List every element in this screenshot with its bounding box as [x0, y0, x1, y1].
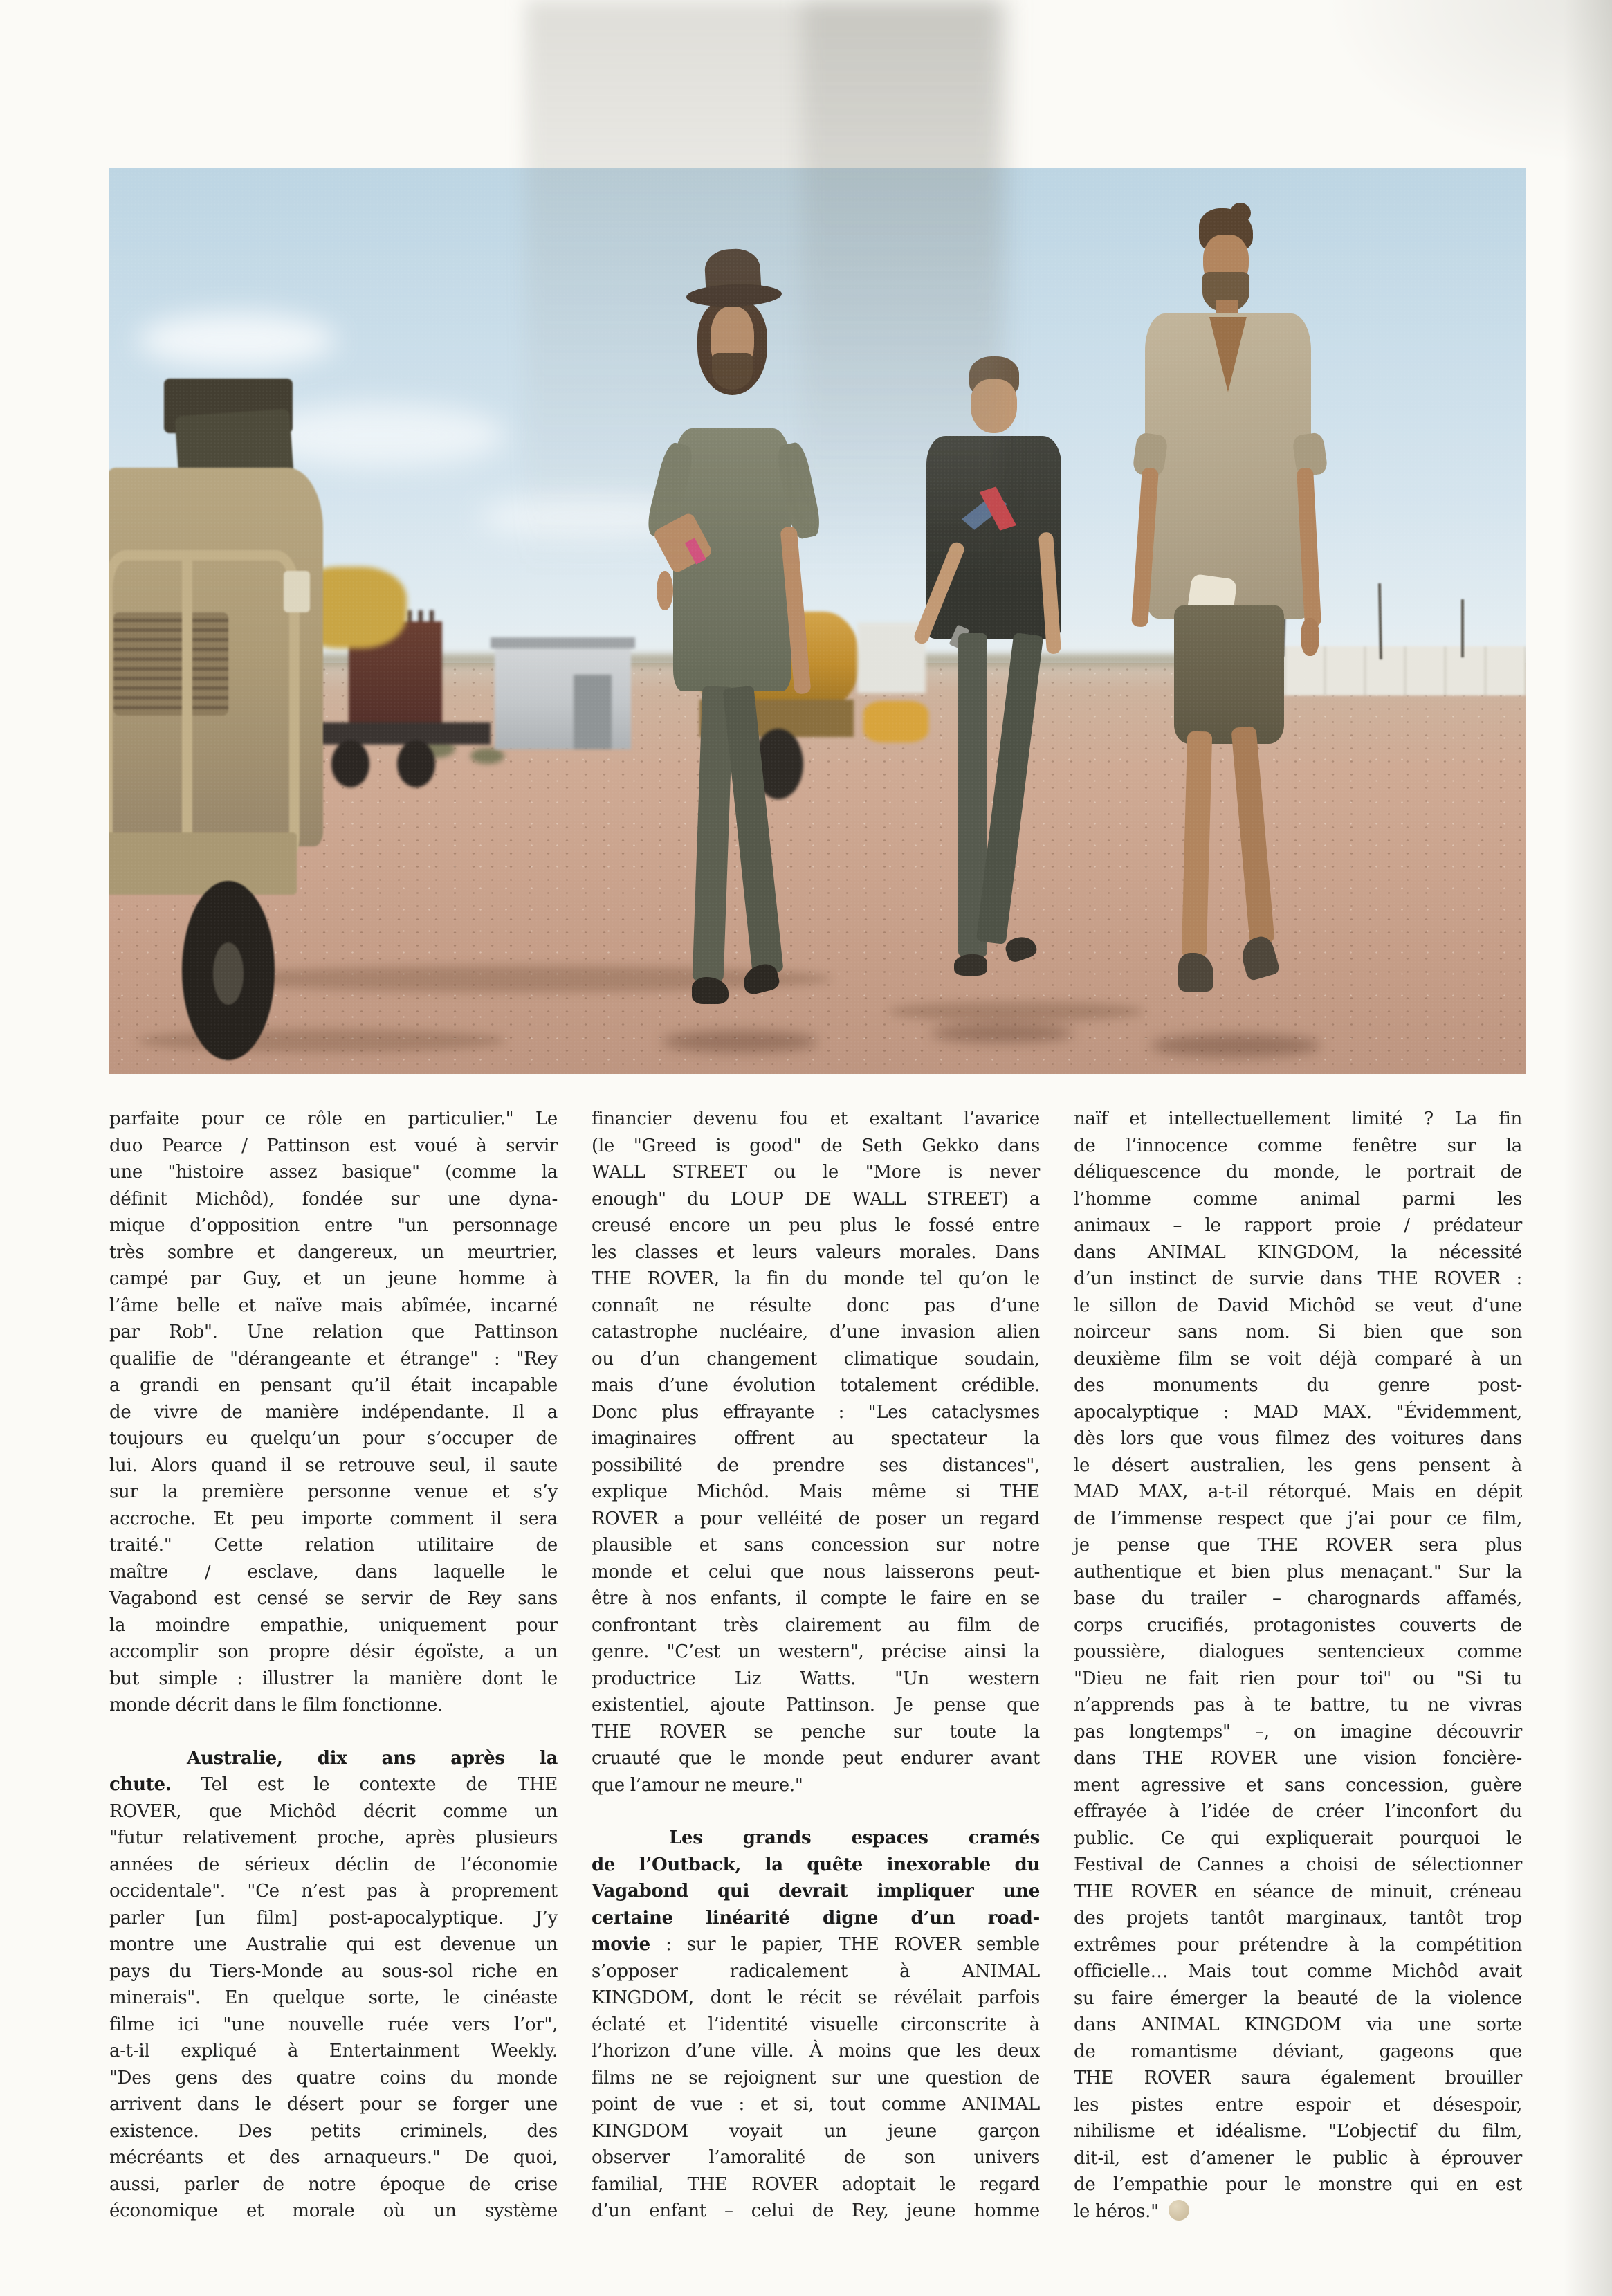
fedora-brim — [686, 283, 782, 309]
text-line: de romantisme déviant, gageons que — [1074, 2041, 1522, 2062]
text-line: monde et celui que nous laisserons peut- — [592, 1561, 1040, 1583]
flatbed-truck — [318, 621, 491, 803]
boot — [1238, 934, 1281, 982]
text-line: enough" du LOUP DE WALL STREET) a — [592, 1188, 1040, 1210]
text-line: ou d’un changement climatique soudain, — [592, 1348, 1040, 1369]
text-line: une "histoire assez basique" (comme la — [109, 1162, 558, 1183]
text-line: économique et morale où un système — [109, 2201, 558, 2221]
text-line: qualifie de "dérangeante et étrange" : "Rey — [109, 1348, 558, 1369]
text-line: d’un instinct de survie dans THE ROVER : — [1074, 1268, 1522, 1289]
text-line: par Rob". Une relation que Pattinson — [109, 1322, 558, 1342]
text-line: creusé encore un peu plus le fossé entre — [592, 1215, 1040, 1236]
text-line: "Des gens des quatre coins du monde — [109, 2067, 558, 2088]
text-line: plausible et sans concession sur notre — [592, 1535, 1040, 1556]
text-line: connaît ne résulte donc pas d’une — [592, 1295, 1040, 1316]
text-line: Australie, dix ans après la — [187, 1747, 558, 1769]
text-line: de l’immense respect que j’ai pour ce film, — [1074, 1508, 1522, 1529]
text-line: chute. Tel est le contexte de THE — [109, 1774, 558, 1795]
text-line: mique d’opposition entre "un personnage — [109, 1215, 558, 1236]
text-line: accroche. Et peu importe comment il sera — [109, 1508, 558, 1529]
text-line: effrayée à l’idée de créer l’inconfort du — [1074, 1801, 1522, 1822]
text-line: noirceur sans nom. Si bien que son — [1074, 1322, 1522, 1342]
pickup-bull-bar — [182, 550, 192, 853]
text-line: THE ROVER, la fin du monde tel qu’on le — [592, 1268, 1040, 1289]
end-of-article-dot — [1169, 2200, 1189, 2221]
bare-leg — [1231, 727, 1274, 945]
text-line: éclaté et l’identité visuelle circonscrite à — [592, 2014, 1040, 2035]
truck-wheel — [331, 740, 369, 787]
text-line: THE ROVER en séance de minuit, créneau — [1074, 1881, 1522, 1902]
grey-shed — [495, 643, 631, 749]
figure-pearce — [1126, 208, 1333, 1046]
pickup-truck — [109, 379, 323, 1067]
text-line: les classes et leurs valeurs morales. Dans — [592, 1241, 1040, 1263]
text-line: monde décrit dans le film fonctionne. — [109, 1695, 443, 1715]
text-line: confrontant très clairement au film de — [592, 1614, 1040, 1636]
fence-post — [1378, 583, 1382, 659]
text-line: aussi, parler de notre époque de crise — [109, 2174, 558, 2195]
text-line: lui. Alors quand il se retrouve seul, il saute — [109, 1455, 558, 1476]
text-line: d’un enfant – celui de Rey, jeune homme — [592, 2201, 1040, 2221]
text-line: point de vue : et si, tout comme ANIMAL — [592, 2094, 1040, 2115]
boot — [1178, 953, 1213, 992]
text-line: naïf et intellectuellement limité ? La fin — [1074, 1109, 1522, 1129]
text-line: traité." Cette relation utilitaire de — [109, 1535, 558, 1556]
text-line: base du trailer – charognards affamés, — [1074, 1588, 1522, 1609]
text-line: a-t-il expliqué à Entertainment Weekly. — [109, 2041, 558, 2061]
text-line: films ne se rejoignent sur une question de — [592, 2067, 1040, 2088]
text-line: le héros." — [1074, 2198, 1522, 2225]
truck-wheel — [397, 740, 435, 787]
text-line: parfaite pour ce rôle en particulier." Le — [109, 1109, 558, 1129]
text-line: poussière, dialogues sentencieux comme — [1074, 1641, 1522, 1662]
paragraph — [109, 1106, 558, 1719]
text-line: pas longtemps" –, on imagine découvrir — [1074, 1721, 1522, 1742]
set-photo — [109, 168, 1526, 1074]
text-line: extrêmes pour prétendre à la compétition — [1074, 1934, 1522, 1956]
pickup-bumper — [109, 832, 297, 895]
text-line: pays du Tiers-Monde au sous-sol riche en — [109, 1960, 558, 1982]
text-line: je pense que THE ROVER sera plus — [1074, 1535, 1522, 1556]
olive-shorts — [1174, 605, 1283, 744]
text-line: de l’innocence comme fenêtre sur la — [1074, 1135, 1522, 1156]
pickup-hub — [213, 942, 244, 1005]
text-line: imaginaires offrent au spectateur la — [592, 1428, 1040, 1449]
text-line: l’horizon d’une ville. À moins que les deux — [592, 2041, 1040, 2061]
paragraph — [592, 1106, 1040, 1798]
text-line: apocalyptique : MAD MAX. "Évidemment, — [1074, 1401, 1522, 1423]
text-line: Vagabond est censé se servir de Rey sans — [109, 1588, 558, 1609]
text-line: ROVER, que Michôd décrit comme un — [109, 1801, 558, 1822]
text-line: occidentale". "Ce n’est pas à proprement — [109, 1881, 558, 1902]
text-line: a grandi en pensant qu’il était incapable — [109, 1375, 558, 1396]
text-line: des projets tantôt marginaux, tantôt trop — [1074, 1908, 1522, 1929]
shed-door — [574, 675, 612, 749]
text-line: dans ANIMAL KINGDOM via une sorte — [1074, 2014, 1522, 2035]
face — [971, 379, 1017, 433]
text-line: déliquescence du monde, le portrait de — [1074, 1162, 1522, 1183]
beard — [712, 353, 753, 390]
text-line: Donc plus effrayante : "Les cataclysmes — [592, 1401, 1040, 1423]
figure-pattinson — [903, 356, 1087, 1031]
text-line: genre. "C’est un western", précise ainsi la — [592, 1641, 1040, 1662]
text-line: dit-il, est d’amener le public à éprouver — [1074, 2147, 1522, 2169]
paragraph — [1074, 1106, 1522, 2225]
text-line: l’âme belle et naïve mais abîmée, incarné — [109, 1295, 558, 1316]
text-line: dans ANIMAL KINGDOM, la nécessité — [1074, 1241, 1522, 1263]
text-line: l’homme comme animal parmi les — [1074, 1188, 1522, 1210]
text-line: duo Pearce / Pattinson est voué à servir — [109, 1135, 558, 1156]
text-line: animaux – le rapport proie / prédateur — [1074, 1215, 1522, 1236]
text-line: observer l’amoralité de son univers — [592, 2147, 1040, 2168]
text-line: maître / esclave, dans laquelle le — [109, 1561, 558, 1583]
text-line: mais d’une évolution totalement crédible. — [592, 1375, 1040, 1396]
shoe — [1003, 933, 1038, 965]
text-line: le désert australien, les gens pensent à — [1074, 1455, 1522, 1476]
shoe — [692, 977, 729, 1004]
text-line: toujours eu quelqu’un pour s’occuper de — [109, 1428, 558, 1449]
text-line: dans THE ROVER une vision foncière- — [1074, 1748, 1522, 1769]
text-line: existentiel, ajoute Pattinson. Je pense que — [592, 1695, 1040, 1715]
text-line: sur la première personne venue et s’y — [109, 1482, 558, 1502]
text-line: les pistes entre espoir et désespoir, — [1074, 2094, 1522, 2115]
scan-corner-artifact — [1321, 0, 1612, 166]
page-edge-shadow — [1564, 0, 1612, 2296]
text-line: accomplir son propre désir égoïste, a un — [109, 1641, 558, 1662]
hand — [1301, 618, 1319, 655]
text-line: mécréants et des arnaqueurs." De quoi, — [109, 2147, 558, 2168]
text-line: de l’Outback, la quête inexorable du — [592, 1854, 1040, 1875]
text-line: minerais". En quelque sorte, le cinéaste — [109, 1987, 558, 2008]
paragraph — [109, 1745, 558, 2225]
pickup-bull-bar — [109, 550, 300, 874]
text-line: nihilisme et idéalisme. "L’objectif du film, — [1074, 2121, 1522, 2142]
text-line: movie : sur le papier, THE ROVER semble — [592, 1934, 1040, 1955]
text-line: financier devenu fou et exaltant l’avarice — [592, 1109, 1040, 1129]
cloud — [138, 313, 336, 367]
text-line: définit Michôd), fondée sur une dyna- — [109, 1188, 558, 1210]
text-line: THE ROVER se penche sur toute la — [592, 1721, 1040, 1742]
text-line: arrivent dans le désert pour se forger une — [109, 2094, 558, 2115]
text-line: authentique et bien plus menaçant." Sur la — [1074, 1561, 1522, 1583]
text-line: WALL STREET ou le "More is never — [592, 1162, 1040, 1183]
text-line: campé par Guy, et un jeune homme à — [109, 1268, 558, 1289]
text-line: corps crucifiés, protagonistes couverts de — [1074, 1614, 1522, 1636]
text-line: THE ROVER saura également brouiller — [1074, 2068, 1522, 2088]
text-line: possibilité de prendre ses distances", — [592, 1455, 1040, 1476]
text-line: des monuments du genre post- — [1074, 1375, 1522, 1396]
text-line: être à nos enfants, il compte le faire en se — [592, 1588, 1040, 1609]
truck-deck — [318, 722, 491, 744]
text-line: ROVER a pour velléité de poser un regard — [592, 1508, 1040, 1529]
paragraph — [592, 1825, 1040, 2225]
text-line: le sillon de David Michôd se veut d’une — [1074, 1295, 1522, 1316]
text-line: filme ici "une nouvelle ruée vers l’or", — [109, 2014, 558, 2035]
text-line: très sombre et dangereux, un meurtrier, — [109, 1241, 558, 1263]
text-line: que l’amour ne meure." — [592, 1774, 803, 1796]
text-line: existence. Des petits criminels, des — [109, 2120, 558, 2142]
text-line: montre une Australie qui est devenue un — [109, 1934, 558, 1955]
text-line: but simple : illustrer la manière dont le — [109, 1668, 558, 1689]
text-line: cruauté que le monde peut endurer avant — [592, 1748, 1040, 1769]
text-line: public. Ce qui expliquerait pourquoi le — [1074, 1828, 1522, 1849]
text-line: de vivre de manière indépendante. Il a — [109, 1401, 558, 1423]
text-line: "futur relativement proche, après plusieurs — [109, 1828, 558, 1848]
text-line: "Dieu ne fait rien pour toi" ou "Si tu — [1074, 1668, 1522, 1689]
text-line: officielle… Mais tout comme Michôd avait — [1074, 1961, 1522, 1982]
text-line: MAD MAX, a-t-il rétorqué. Mais en dépit — [1074, 1482, 1522, 1502]
figure-director-michod — [642, 248, 826, 1045]
text-column-3 — [1074, 1106, 1522, 2225]
trouser-leg — [723, 686, 784, 974]
text-column-1 — [109, 1106, 558, 2225]
text-line: (le "Greed is good" de Seth Gekko dans — [592, 1135, 1040, 1156]
text-line: deuxième film se voit déjà comparé à un — [1074, 1348, 1522, 1369]
text-line: Festival de Cannes a choisi de sélectionner — [1074, 1855, 1522, 1875]
text-line: KINGDOM, dont le récit se révélait parfois — [592, 1987, 1040, 2008]
text-line: productrice Liz Watts. "Un western — [592, 1668, 1040, 1689]
text-line: KINGDOM voyait un jeune garçon — [592, 2120, 1040, 2142]
text-line: familial, THE ROVER adoptait le regard — [592, 2174, 1040, 2195]
text-line: certaine linéarité digne d’un road- — [592, 1907, 1040, 1929]
text-line: s’opposer radicalement à ANIMAL — [592, 1960, 1040, 1982]
bare-leg — [1182, 731, 1212, 957]
text-line: catastrophe nucléaire, d’une invasion alien — [592, 1322, 1040, 1342]
hand — [657, 571, 673, 611]
text-line: Vagabond qui devrait impliquer une — [592, 1881, 1040, 1902]
fence-post — [1461, 599, 1464, 657]
text-line: de l’empathie pour le monstre qui en est — [1074, 2174, 1522, 2195]
text-line: su faire émerger la beauté de la violence — [1074, 1987, 1522, 2009]
text-line: la moindre empathie, uniquement pour — [109, 1614, 558, 1636]
text-line: explique Michôd. Mais même si THE — [592, 1482, 1040, 1502]
text-line: Les grands espaces cramés — [669, 1828, 1040, 1848]
shoe — [954, 954, 987, 976]
shed-roof — [491, 637, 634, 648]
text-line: n’apprends pas à te battre, tu ne vivras — [1074, 1695, 1522, 1715]
text-line: années de sérieux déclin de l’économie — [109, 1854, 558, 1875]
text-line: dès lors que vous filmez des voitures dans — [1074, 1428, 1522, 1449]
pickup-headlight — [284, 571, 310, 612]
text-line: parler [un film] post-apocalyptique. J’y — [109, 1907, 558, 1929]
text-line: ment agressive et sans concession, guère — [1074, 1774, 1522, 1796]
text-column-2 — [592, 1106, 1040, 2225]
